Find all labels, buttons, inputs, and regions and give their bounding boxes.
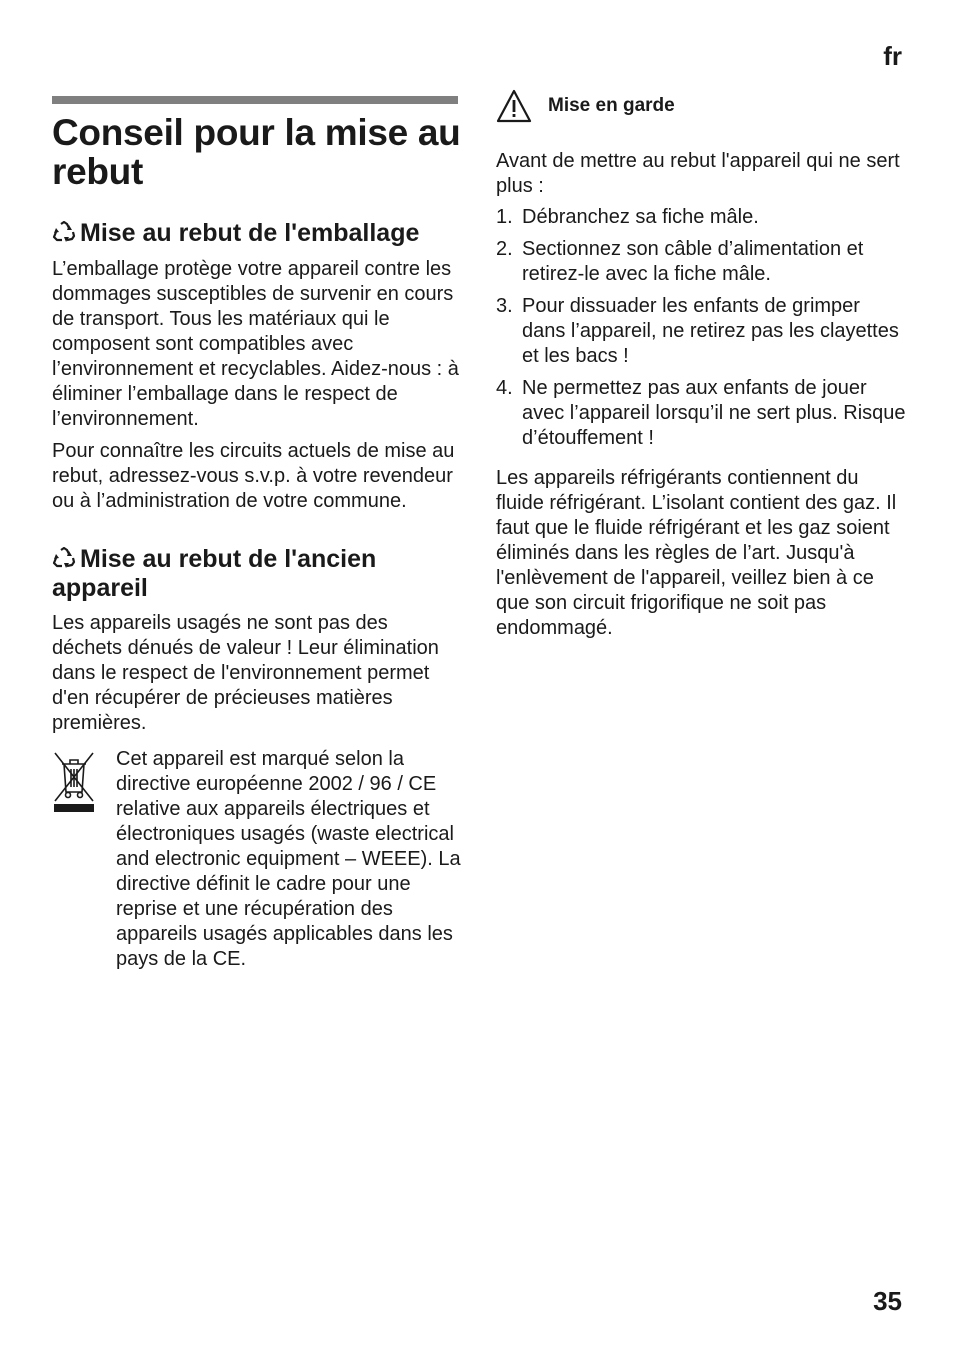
recycle-icon <box>52 545 80 574</box>
page-title: Conseil pour la mise au rebut <box>52 112 461 192</box>
warning-heading <box>496 88 906 124</box>
recycle-icon <box>52 219 80 248</box>
title-rule <box>52 96 458 104</box>
list-item <box>496 205 906 230</box>
list-item <box>496 237 906 287</box>
warning-triangle-icon <box>496 89 532 123</box>
list-item-number: 2. <box>496 238 513 260</box>
list-item-text: Pour dissuader les enfants de grimper dans l’appareil, ne retirez pas les clayettes et les bacs ! <box>522 295 899 367</box>
list-item-text: Débranchez sa fiche mâle. <box>522 206 759 228</box>
list-item-number: 3. <box>496 295 513 317</box>
section-heading-old-appliance <box>52 545 462 603</box>
list-item <box>496 376 906 451</box>
page-number: 35 <box>873 1286 902 1316</box>
right-column <box>496 88 906 641</box>
old-appliance-paragraph: Les appareils usagés ne sont pas des déchets dénués de valeur ! Leur élimination dans le respect de l'environnement permet d'en récupérer de précieuses matières premières. <box>52 612 439 734</box>
list-item-number: 4. <box>496 377 513 399</box>
section-heading-text: Mise au rebut de l'emballage <box>80 219 420 247</box>
packaging-paragraph-1: L’emballage protège votre appareil contre les dommages susceptibles de survenir en cours de transport. Tous les matériaux qui le composent sont compatibles avec l’environnement et recyclables. Aidez-nous : à éliminer l’emballage dans le respect de l’environnement. <box>52 258 459 430</box>
language-label: fr <box>883 41 902 71</box>
section-heading-text: Mise au rebut de l'ancien appareil <box>52 545 377 602</box>
list-item-text: Sectionnez son câble d’alimentation et retirez-le avec la fiche mâle. <box>522 238 864 285</box>
list-item-text: Ne permettez pas aux enfants de jouer avec l’appareil lorsqu’il ne sert plus. Risque d’étouffement ! <box>522 377 906 449</box>
warning-steps <box>496 205 906 451</box>
weee-text: Cet appareil est marqué selon la directive européenne 2002 / 96 / CE relative aux appareils électriques et électroniques usagés (waste electrical and electronic equipment – WEEE). La directive définit le cadre pour une reprise et une récupération des appareils usagés applicables dans les pays de la CE. <box>116 748 461 970</box>
weee-notice <box>52 747 462 972</box>
section-heading-packaging <box>52 219 462 248</box>
warning-heading-text: Mise en garde <box>548 95 675 116</box>
refrigerant-paragraph: Les appareils réfrigérants contiennent du fluide réfrigérant. L’isolant contient des gaz. Il faut que le fluide réfrigérant et les gaz soient éliminés dans les règles de l’art. Jusqu'à l'enlèvement de l'appareil, veillez bien à ce que son circuit frigorifique ne soit pas endommagé. <box>496 467 897 639</box>
list-item-number: 1. <box>496 206 513 228</box>
packaging-paragraph-2: Pour connaître les circuits actuels de mise au rebut, adressez-vous s.v.p. à votre revendeur ou à l’administration de votre commune. <box>52 440 455 512</box>
crossed-out-bin-icon <box>52 747 116 972</box>
left-column <box>52 113 462 972</box>
warning-intro: Avant de mettre au rebut l'appareil qui ne sert plus : <box>496 150 900 197</box>
list-item <box>496 294 906 369</box>
